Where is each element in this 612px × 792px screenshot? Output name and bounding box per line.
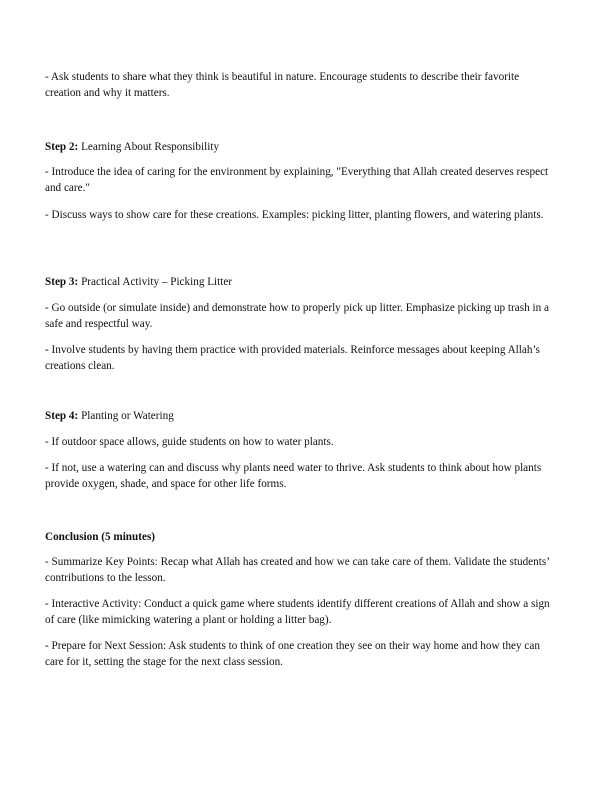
step3-title: Practical Activity – Picking Litter xyxy=(78,276,233,288)
step2-label: Step 2: xyxy=(45,141,79,153)
step4-label: Step 4: xyxy=(45,410,79,422)
step2-heading xyxy=(45,139,550,155)
step3-label: Step 3: xyxy=(45,276,79,288)
step4-item: - If outdoor space allows, guide students on how to water plants. xyxy=(45,436,334,448)
step2-item: - Discuss ways to show care for these creations. Examples: picking litter, planting flowers, and watering plants. xyxy=(45,209,544,221)
step3-item: - Involve students by having them practice with provided materials. Reinforce messages about keeping Allah’s creations clean. xyxy=(45,344,540,372)
conclusion-item: - Prepare for Next Session: Ask students to think of one creation they see on their way home and how they can care for it, setting the stage for the next class session. xyxy=(45,640,540,668)
conclusion-heading: Conclusion (5 minutes) xyxy=(45,531,156,543)
conclusion-item: - Summarize Key Points: Recap what Allah has created and how we can take care of them. Validate the students’ contributions to the lesson. xyxy=(45,556,550,584)
step2-title: Learning About Responsibility xyxy=(78,141,220,153)
step4-title: Planting or Watering xyxy=(78,410,174,422)
step4-heading xyxy=(45,408,550,424)
intro-paragraph: - Ask students to share what they think is beautiful in nature. Encourage students to describe their favorite creation and why it matters. xyxy=(45,71,520,99)
step3-heading xyxy=(45,274,550,290)
step2-item: - Introduce the idea of caring for the environment by explaining, "Everything that Allah created deserves respect and care." xyxy=(45,166,549,194)
step4-item: - If not, use a watering can and discuss why plants need water to thrive. Ask students to think about how plants provide oxygen, shade, and space for other life forms. xyxy=(45,462,542,490)
conclusion-item: - Interactive Activity: Conduct a quick game where students identify different creations of Allah and show a sign of care (like mimicking watering a plant or holding a litter bag). xyxy=(45,598,550,626)
step3-item: - Go outside (or simulate inside) and demonstrate how to properly pick up litter. Emphasize picking up trash in a safe and respectful way. xyxy=(45,302,549,330)
